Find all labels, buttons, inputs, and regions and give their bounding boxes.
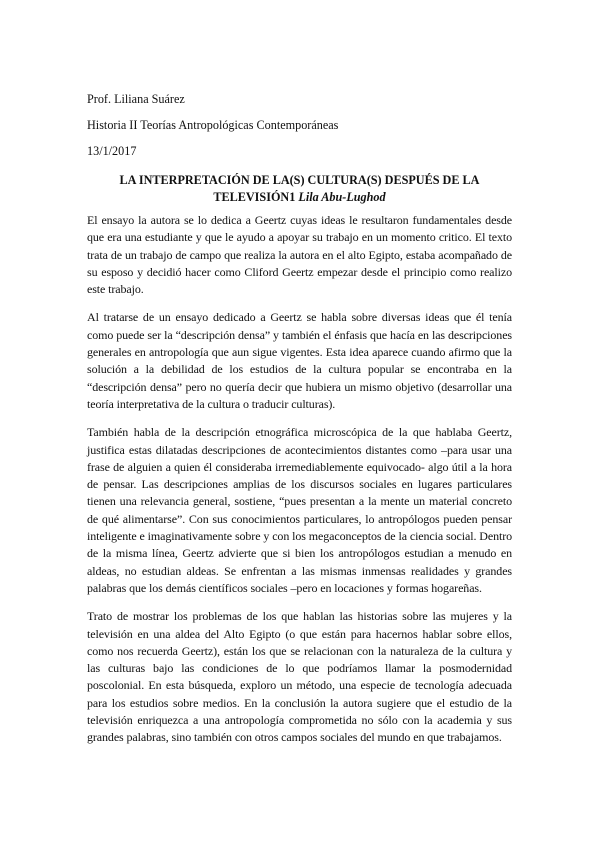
paragraph-1: El ensayo la autora se lo dedica a Geertz cuyas ideas le resultaron fundamentales desde que era una estudiante y que le ayudo a apoyar su trabajo en un momento critico. El texto trata de un trabajo de campo que realiza la autora en el alto Egipto, estaba acompañado de su esposo y decidió hacer como Cliford Geertz empezar desde el principio como realizo este trabajo. xyxy=(87,213,512,297)
course-name: Historia II Teorías Antropológicas Contemporáneas xyxy=(87,118,339,132)
paragraph-3: También habla de la descripción etnográfica microscópica de la que hablaba Geertz, justifica estas dilatadas descripciones de acontecimientos distantes como –para usar una frase de alguien a quien él consideraba irremediablemente equivocado- algo útil a la hora de pensar. Las descripciones amplias de los discursos sociales en lugares particulares tienen una relevancia general, sostiene, “pues presentan a la mente un material concreto de qué alimentarse”. Con sus conocimientos particulares, lo antropólogos pueden pensar inteligente e imaginativamente sobre y con los megaconceptos de la ciencia social. Dentro de la misma línea, Geertz advierte que si bien los antropólogos estudian a menudo en aldeas, no estudian aldeas. Se enfrentan a las mismas inmensas realidades y grandes palabras que los demás científicos sociales –pero en locaciones y formas hogareñas. xyxy=(87,425,512,595)
paragraph-4: Trato de mostrar los problemas de los que hablan las historias sobre las mujeres y la televisión en una aldea del Alto Egipto (o que están para hacernos hablar sobre ellos, como nos recuerda Geertz), están los que se relacionan con la naturaleza de la cultura y las culturas bajo las condiciones de lo que podríamos llamar la posmodernidad poscolonial. En esta búsqueda, exploro un método, una especie de tecnología adecuada para los estudios sobre medios. En la conclusión la autora sugiere que el estudio de la televisión enriquezca a una antropología comprometida no sólo con la academia y sus grandes palabras, sino también con otros campos sociales del mundo en que trabajamos. xyxy=(87,609,512,745)
document-title xyxy=(87,172,512,206)
professor-name: Prof. Liliana Suárez xyxy=(87,92,185,106)
paragraph-2: Al tratarse de un ensayo dedicado a Geertz se habla sobre diversas ideas que él tenía como puede ser la “descripción densa” y también el énfasis que hacía en las descripciones generales en antropología que aun sigue vigentes. Esta idea aparece cuando afirmo que la solución a la debilidad de los estudios de la cultura popular se encontraba en la “descripción densa” pero no quería decir que hubiera un mismo objetivo (desarrollar una teoría interpretativa de la cultura o traducir culturas). xyxy=(87,310,512,411)
title-author: Lila Abu-Lughod xyxy=(298,190,386,204)
title-text: LA INTERPRETACIÓN DE LA(S) CULTURA(S) DESPUÉS DE LA TELEVISIÓN1 xyxy=(119,173,480,204)
document-date: 13/1/2017 xyxy=(87,144,137,158)
